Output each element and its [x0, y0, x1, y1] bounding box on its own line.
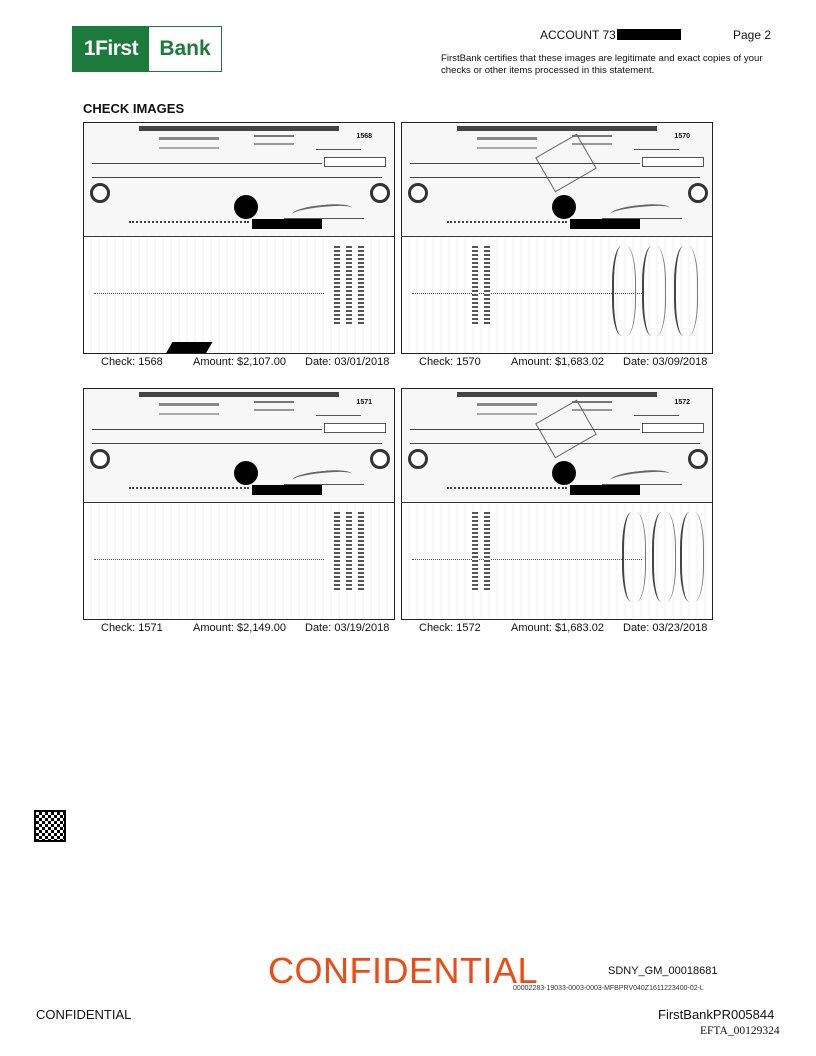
redaction-bar [570, 485, 640, 495]
bates-number: FirstBankPR005844 [658, 1007, 775, 1022]
check-image[interactable] [83, 388, 395, 620]
redaction-bar [252, 485, 322, 495]
account-redaction [617, 29, 681, 40]
check-image[interactable] [83, 122, 395, 354]
job-code: 00002283-19033-0003-0003-MFBPRV040Z1611223400-02-L [513, 985, 704, 992]
check-back [84, 504, 394, 620]
sdny-id: SDNY_GM_00018681 [608, 965, 718, 977]
redaction-bar [252, 219, 322, 229]
page-number: Page 2 [733, 28, 772, 42]
redaction-seal [552, 461, 576, 485]
check-back [402, 238, 712, 354]
date-label: Date: 03/09/2018 [623, 356, 708, 368]
amount-label: Amount: $1,683.02 [511, 356, 604, 368]
logo-mark: 1First [73, 27, 149, 71]
redaction-bar [570, 219, 640, 229]
date-label: Date: 03/01/2018 [305, 356, 390, 368]
check-caption [83, 622, 395, 636]
check-number: 1572 [674, 399, 690, 406]
date-label: Date: 03/19/2018 [305, 622, 390, 634]
check-front [402, 389, 712, 503]
logo-wordmark: Bank [149, 27, 221, 71]
check-label: Check: 1572 [419, 622, 481, 634]
confidential-stamp: CONFIDENTIAL [268, 950, 539, 991]
check-front [402, 123, 712, 237]
check-image[interactable] [401, 388, 713, 620]
confidential-label: CONFIDENTIAL [36, 1007, 132, 1022]
signature [602, 469, 682, 485]
redaction-seal [234, 195, 258, 219]
efta-number: EFTA_00129324 [700, 1025, 780, 1037]
certification-text: FirstBank certifies that these images are legitimate and exact copies of your checks or other items processed in this statement. [441, 53, 763, 76]
check-caption [401, 622, 713, 636]
check-back [402, 504, 712, 620]
check-item [401, 388, 713, 636]
check-number: 1570 [674, 133, 690, 140]
amount-label: Amount: $1,683.02 [511, 622, 604, 634]
check-item [83, 388, 395, 636]
signature [602, 203, 682, 219]
account-number [540, 28, 681, 42]
amount-label: Amount: $2,149.00 [193, 622, 286, 634]
section-title: CHECK IMAGES [83, 101, 185, 116]
signature [284, 203, 364, 219]
check-image[interactable] [401, 122, 713, 354]
check-caption [401, 356, 713, 370]
check-front [84, 389, 394, 503]
check-label: Check: 1568 [101, 356, 163, 368]
check-item [401, 122, 713, 370]
check-number: 1568 [356, 133, 372, 140]
check-front [84, 123, 394, 237]
check-number: 1571 [356, 399, 372, 406]
amount-label: Amount: $2,107.00 [193, 356, 286, 368]
check-item [83, 122, 395, 370]
check-label: Check: 1571 [101, 622, 163, 634]
signature [284, 469, 364, 485]
redaction-seal [234, 461, 258, 485]
check-label: Check: 1570 [419, 356, 481, 368]
redaction-seal [552, 195, 576, 219]
date-label: Date: 03/23/2018 [623, 622, 708, 634]
firstbank-logo [72, 26, 222, 72]
check-back [84, 238, 394, 354]
account-label: ACCOUNT 73 [540, 28, 616, 42]
qr-code [34, 810, 66, 842]
check-caption [83, 356, 395, 370]
